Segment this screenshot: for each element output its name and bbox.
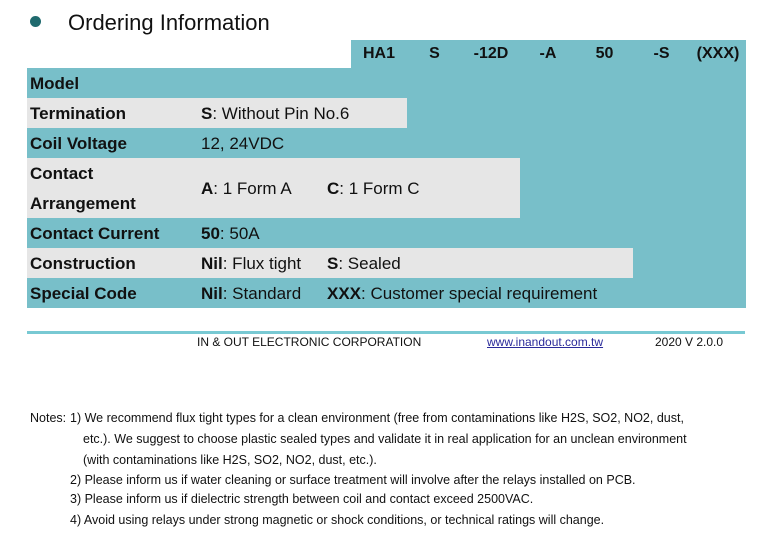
option-text: : 50A xyxy=(219,224,260,243)
option-text: : Standard xyxy=(222,284,302,303)
option-key: XXX xyxy=(327,284,362,303)
label-model: Model xyxy=(30,74,80,93)
value-special-code-xxx xyxy=(327,284,597,304)
code-contact-current: 50 xyxy=(576,40,633,68)
option-key: C xyxy=(327,179,340,198)
bullet-icon xyxy=(30,16,41,27)
code-special-code: (XXX) xyxy=(690,40,746,68)
label-contact-line1: Contact xyxy=(30,164,94,183)
label-termination: Termination xyxy=(30,104,127,123)
note-1-line-3: (with contaminations like H2S, SO2, NO2, dust, etc.). xyxy=(83,453,377,467)
option-key: S xyxy=(201,104,213,123)
label-construction: Construction xyxy=(30,254,136,273)
code-model: HA1 xyxy=(351,40,407,68)
option-text: : Without Pin No.6 xyxy=(212,104,350,123)
label-special-code: Special Code xyxy=(30,284,137,303)
col-construction-bar xyxy=(633,68,690,278)
col-termination-bar xyxy=(407,68,462,128)
option-key: A xyxy=(201,179,214,198)
note-1-line-2: etc.). We suggest to choose plastic sealed types and validate it in real application for an unclean environment xyxy=(83,432,687,446)
option-key: S xyxy=(327,254,339,273)
option-key: Nil xyxy=(201,284,223,303)
note-2: 2) Please inform us if water cleaning or surface treatment will involve after the relays installed on PCB. xyxy=(70,473,636,487)
col-special-code-bar xyxy=(690,68,746,308)
label-coil-voltage: Coil Voltage xyxy=(30,134,127,153)
option-text: : Flux tight xyxy=(222,254,302,273)
value-construction-s xyxy=(327,254,401,274)
option-key: 50 xyxy=(201,224,220,243)
col-coil-voltage-bar xyxy=(462,68,520,158)
value-contact-arrangement-a xyxy=(201,179,292,199)
option-text: : 1 Form C xyxy=(339,179,420,198)
note-1-line-1: 1) We recommend flux tight types for a clean environment (free from contaminations like H2S, SO2, NO2, dust, xyxy=(70,411,684,425)
value-special-code-nil xyxy=(201,284,301,304)
footer-website-link[interactable]: www.inandout.com.tw xyxy=(487,335,604,349)
footer-version: 2020 V 2.0.0 xyxy=(655,335,724,349)
row-model-bg xyxy=(27,68,407,98)
code-coil-voltage: -12D xyxy=(462,40,520,68)
code-contact-arrangement: -A xyxy=(520,40,576,68)
code-termination: S xyxy=(407,40,462,68)
col-contact-current-bar xyxy=(576,68,633,248)
value-coil-voltage: 12, 24VDC xyxy=(201,134,285,153)
value-termination xyxy=(201,104,349,124)
value-construction-nil xyxy=(201,254,301,274)
note-4: 4) Avoid using relays under strong magnetic or shock conditions, or technical ratings will change. xyxy=(70,513,605,527)
notes-prefix: Notes: xyxy=(30,411,67,425)
footer-company: IN & OUT ELECTRONIC CORPORATION xyxy=(197,335,422,349)
note-3: 3) Please inform us if dielectric strength between coil and contact exceed 2500VAC. xyxy=(70,492,534,506)
label-arrangement-line2: Arrangement xyxy=(30,194,136,213)
section-heading: Ordering Information xyxy=(68,10,270,35)
col-contact-arrangement-bar xyxy=(520,68,576,218)
option-text: : 1 Form A xyxy=(213,179,292,198)
value-contact-arrangement-c xyxy=(327,179,420,199)
value-contact-current xyxy=(201,224,260,244)
code-construction: -S xyxy=(633,40,690,68)
option-text: : Customer special requirement xyxy=(361,284,598,303)
label-contact-current: Contact Current xyxy=(30,224,160,243)
footer-divider xyxy=(27,331,745,334)
option-text: : Sealed xyxy=(338,254,401,273)
option-key: Nil xyxy=(201,254,223,273)
